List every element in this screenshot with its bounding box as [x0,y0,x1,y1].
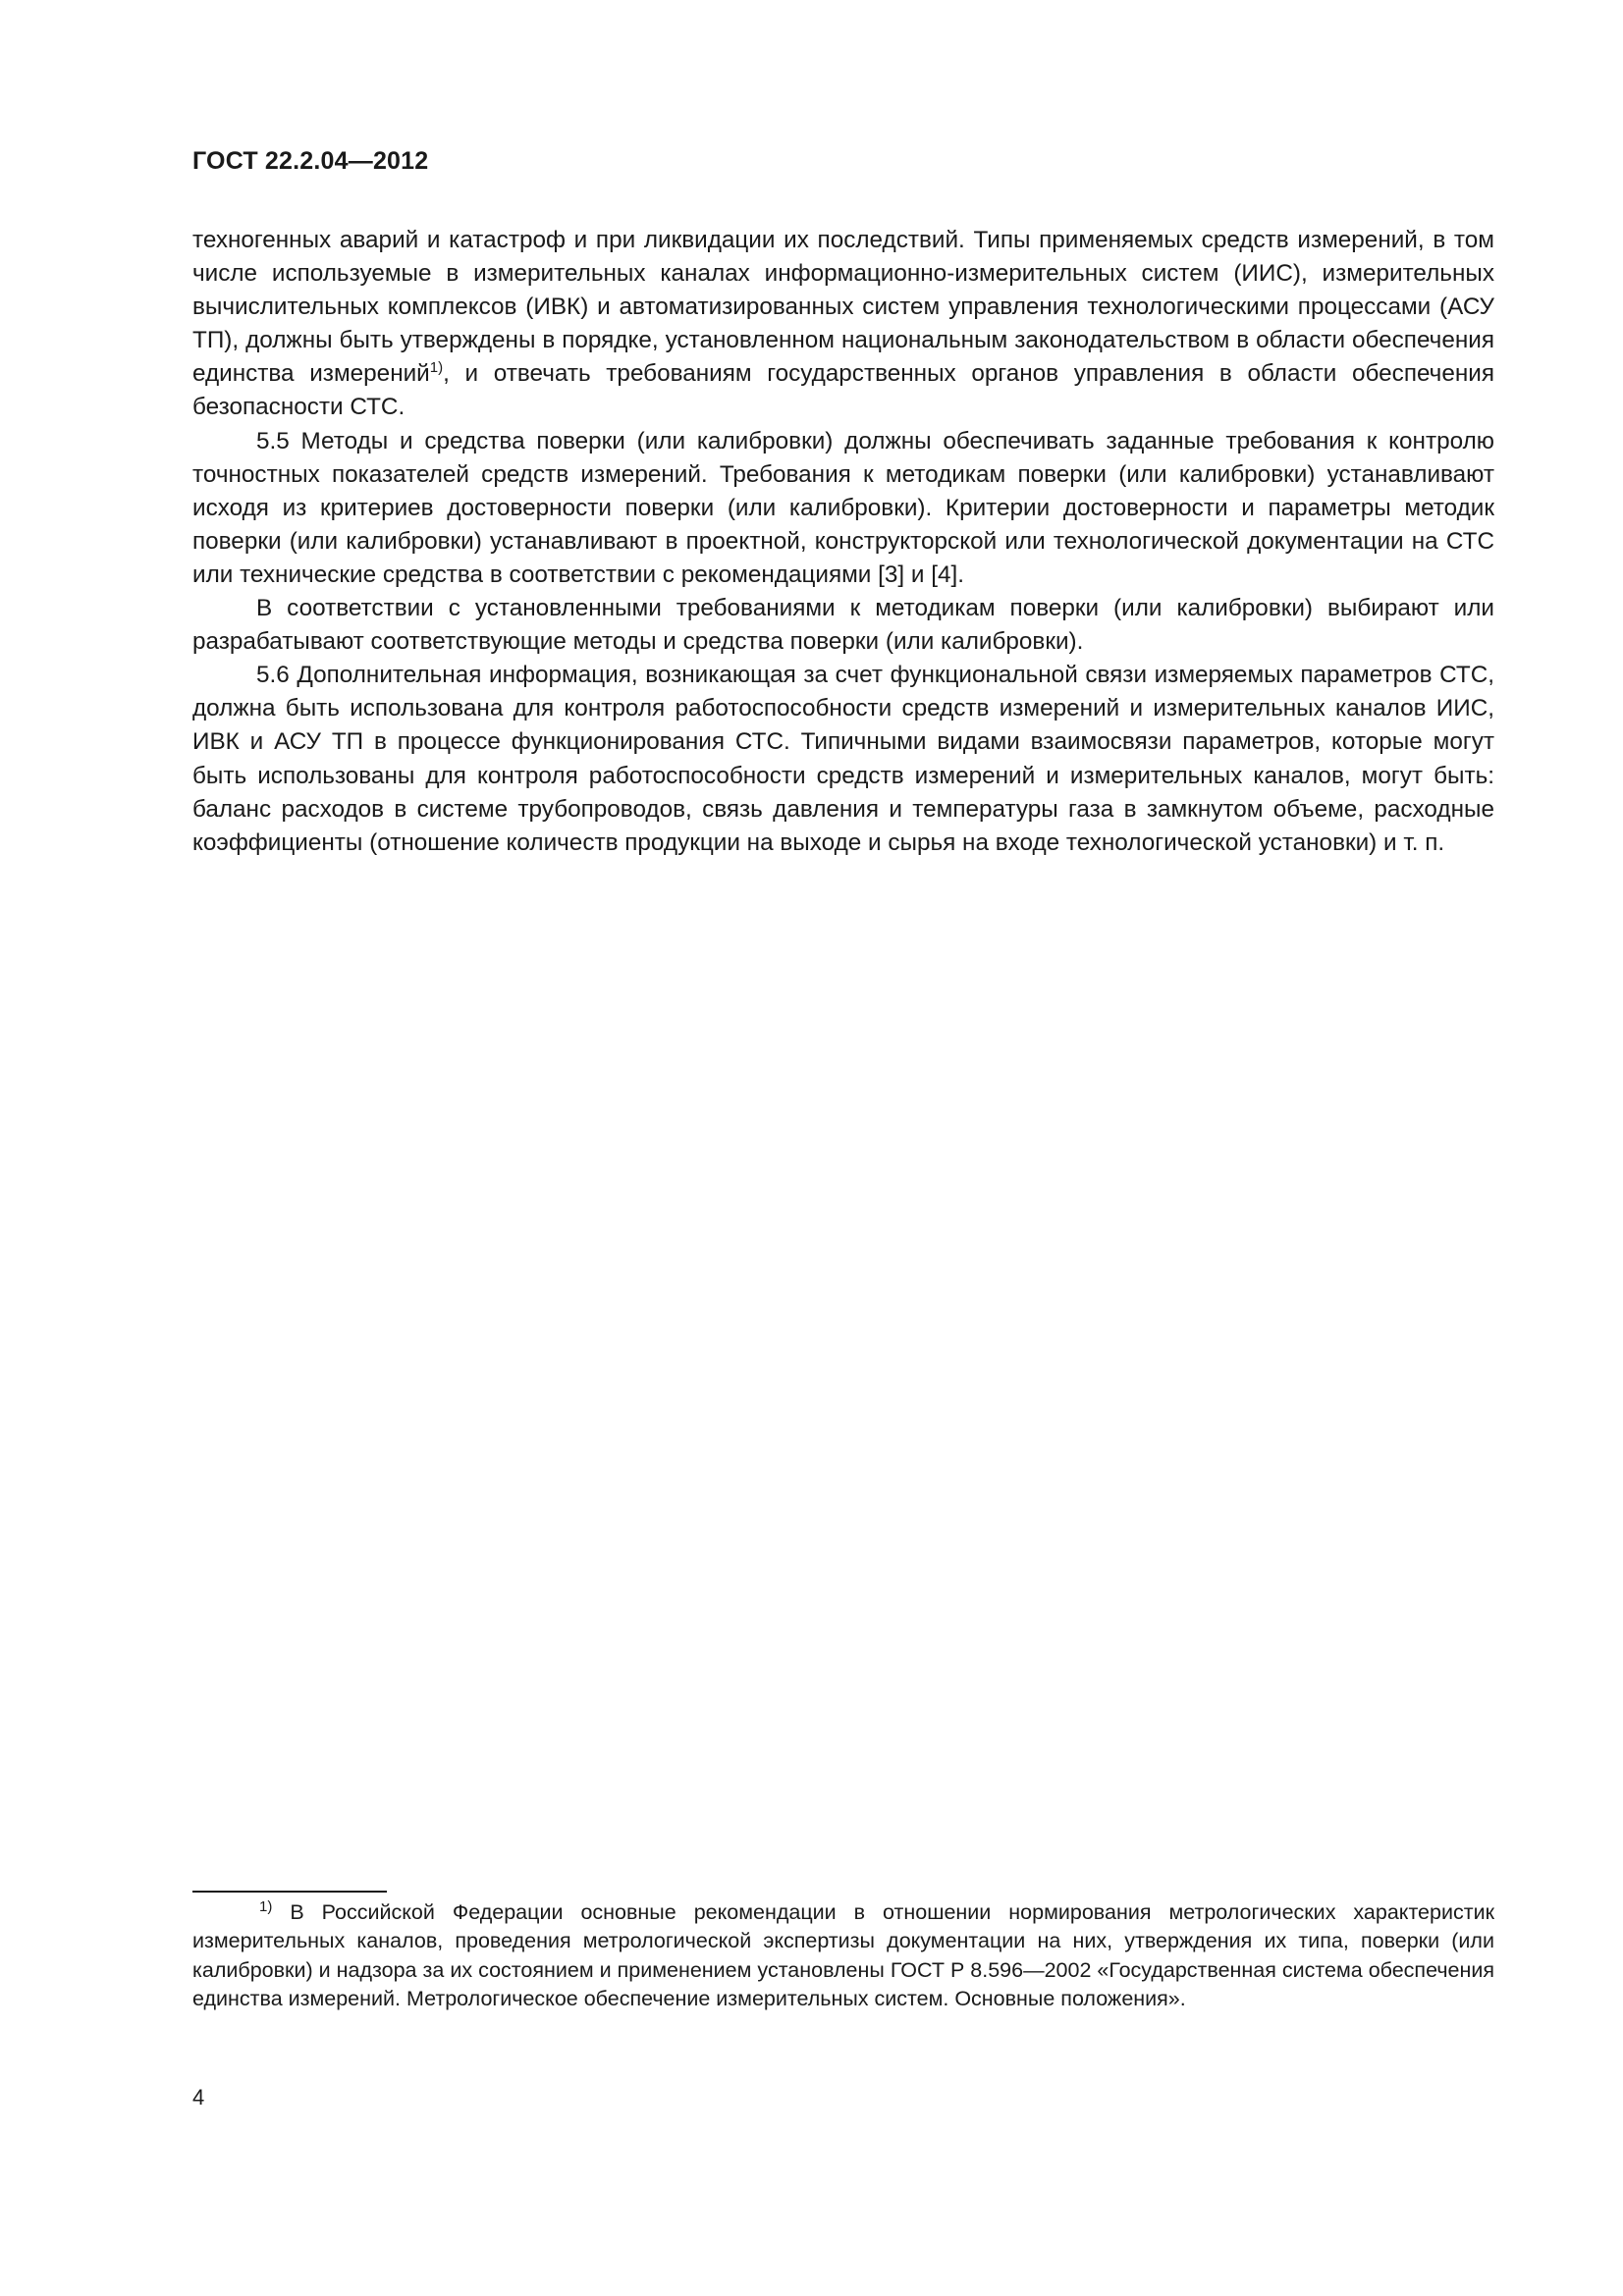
footnote [192,1898,1494,2013]
paragraph-continuation [192,224,1494,425]
paragraph-text: техногенных аварий и катастроф и при ликвидации их последствий. Типы применяемых средств измерений, в том числе используемые в измерительных каналах информационно-измерительных систем (ИИС), измерительных вычислительных комплексов (ИВК) и автоматизированных систем управления технологическими процессами (АСУ ТП), должны быть утверждены в порядке, установленном национальным законодательством в области обеспечения единства измерений [192,227,1494,388]
footnote-text: В Российской Федерации основные рекомендации в отношении нормирования метрологических характеристик измерительных каналов, проведения метрологической экспертизы документации на них, утверждения их типа, поверки (или калибровки) и надзора за их состоянием и применением установлены ГОСТ Р 8.596—2002 «Государственная система обеспечения единства измерений. Метрологическое обеспечение измерительных систем. Основные положения». [192,1900,1494,2010]
document-header: ГОСТ 22.2.04—2012 [192,147,429,175]
paragraph-5-6: 5.6 Дополнительная информация, возникающая за счет функциональной связи измеряемых параметров СТС, должна быть использована для контроля работоспособности средств измерений и измерительных каналов ИИС, ИВК и АСУ ТП в процессе функционирования СТС. Типичными видами взаимосвязи параметров, которые могут быть использованы для контроля работоспособности средств измерений и измерительных каналов, могут быть: баланс расходов в системе трубопроводов, связь давления и температуры газа в замкнутом объеме, расходные коэффициенты (отношение количеств продукции на выходе и сырья на входе технологической установки) и т. п. [192,662,1494,856]
body-text [192,224,1494,860]
page-number: 4 [192,2085,205,2109]
paragraph-text: , и отвечать требованиям государственных органов управления в области обеспечения безопасности СТС. [192,360,1495,421]
footnote-reference[interactable]: 1) [429,359,444,377]
paragraph-5-5-continued: В соответствии с установленными требованиями к методикам поверки (или калибровки) выбирают или разрабатывают соответствующие методы и средства поверки (или калибровки). [192,595,1494,656]
footnote-marker: 1) [259,1897,273,1915]
footnote-divider [192,1891,387,1893]
paragraph-5-5: 5.5 Методы и средства поверки (или калибровки) должны обеспечивать заданные требования к контролю точностных показателей средств измерений. Требования к методикам поверки (или калибровки) устанавливают исходя из критериев достоверности поверки (или калибровки). Критерии достоверности и параметры методик поверки (или калибровки) устанавливают в проектной, конструкторской или технологической документации на СТС или технические средства в соответствии с рекомендациями [3] и [4]. [192,427,1494,588]
